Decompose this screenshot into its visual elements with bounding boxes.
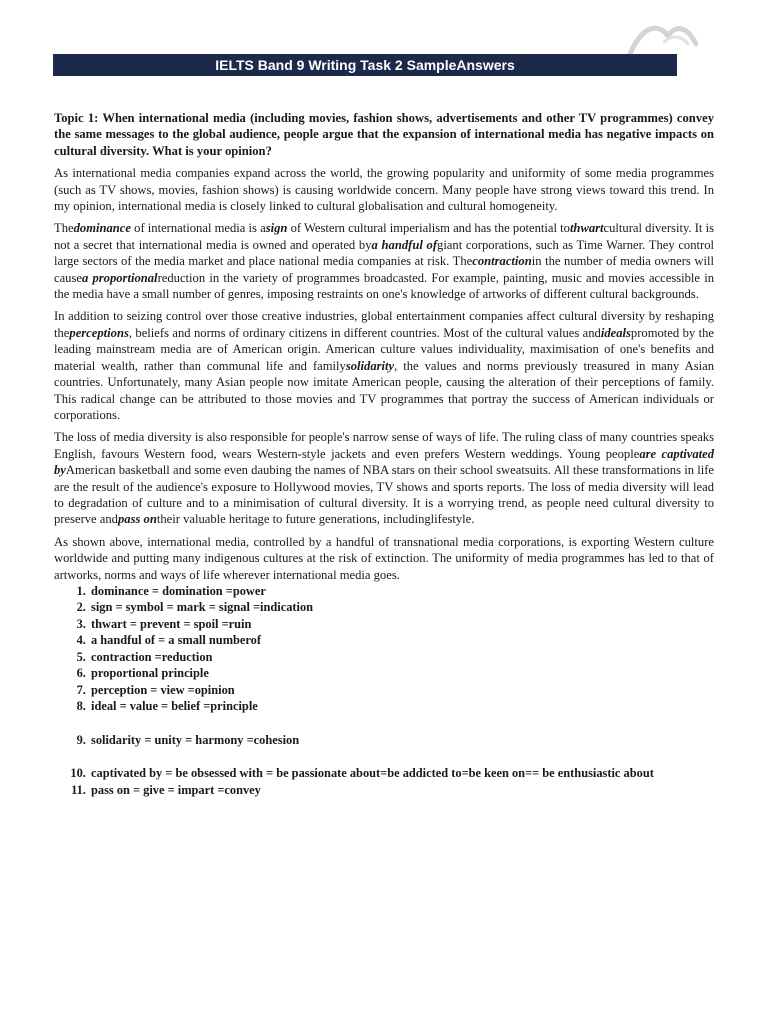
paragraph-intro: As international media companies expand across the world, the growing popularity and uniformity of some media programmes (such as TV shows, movies, fashion shows) is causing worldwide concern. Many people have strong views toward this trend. In my opinion, international media is closely linked to cultural globalisation and cultural homogeneity. [54,166,714,214]
keyword-proportional: a proportional [81,270,158,285]
vocab-item: 3. thwart = prevent = spoil =ruin [89,616,714,633]
vocab-item: 7. perception = view =opinion [89,682,714,699]
vocab-item: 1. dominance = domination =power [89,583,714,600]
vocab-item: 9. solidarity = unity = harmony =cohesion [89,732,714,749]
document-title: IELTS Band 9 Writing Task 2 SampleAnswers [215,57,515,73]
keyword-captivated: are captivated by [54,446,714,478]
keyword-solidarity: solidarity [345,358,395,373]
document-body [54,110,714,798]
paragraph-perceptions: In addition to seizing control over those creative industries, global entertainment companies affect cultural diversity by reshaping theperceptions, beliefs and norms of ordinary citizens in different countries. Most of the cultural values andidealspromoted by the leading mainstream media are of American origin. American culture values individuality, maximisation of one's benefits and material wealth, rather than communal life and familysolidarity, the values and norms previously treasured in many Asian countries. Unfortunately, many Asian people now imitate American people, causing the alteration of their perceptions of family. This radical change can be attributed to those movies and TV programmes that portray the success of American individuals or corporations. [54,309,714,422]
vocab-item: 11. pass on = give = impart =convey [89,782,714,799]
vocab-item: 2. sign = symbol = mark = signal =indication [89,599,714,616]
vocab-item: 8. ideal = value = belief =principle [89,698,714,715]
paragraph-media-diversity: The loss of media diversity is also responsible for people's narrow sense of ways of life. The ruling class of many countries speaks English, favours Western food, wears Western-style jackets and even prefers Western weddings. Young peopleare captivated byAmerican basketball and some even daubing the names of NBA stars on their school sweatsuits. All these transformations in life are the result of the audience's exposure to Hollywood movies, TV shows and sports reports. The loss of media diversity will lead to degradation of culture and to a minimisation of cultural diversity. It is a worrying trend, as people need cultural diversity to preserve andpass ontheir valuable heritage to future generations, includinglifestyle. [54,430,714,527]
keyword-thwart: thwart [569,221,604,236]
document-title-bar [53,54,677,76]
paragraph-conclusion: As shown above, international media, controlled by a handful of transnational media corporations, is exporting Western culture worldwide and putting many indigenous cultures at the risk of extinction. The uniformity of media programmes has led to that of artworks, norms and ways of life wherever international media goes. [54,534,714,582]
keyword-sign: sign [265,221,288,236]
topic-question: Topic 1: When international media (including movies, fashion shows, advertisements and other TV programmes) convey the same messages to the global audience, people argue that the expansion of international media has negative impacts on cultural diversity. What is your opinion? [54,111,714,158]
vocabulary-list [54,583,714,799]
paragraph-dominance: Thedominance of international media is asign of Western cultural imperialism and has the potential tothwartcultural diversity. It is not a secret that international media is owned and operated bya handful ofgiant corporations, such as Time Warner. They control large sectors of the media market and place national media companies at risk. Thecontractionin the number of media owners will causea proportionalreduction in the variety of programmes broadcasted. For example, painting, music and movies accessible in the media have a small number of genres, imposing restraints on one's knowledge of artworks of different cultural backgrounds. [54,221,715,302]
keyword-contraction: contraction [472,254,532,269]
keyword-perceptions: perceptions [69,325,129,340]
keyword-dominance: dominance [73,221,131,236]
keyword-handful: a handful of [371,237,438,252]
vocab-item: 6. proportional principle [89,665,714,682]
keyword-ideals: ideals [600,325,631,340]
brand-logo-icon [628,22,698,56]
vocab-item: 5. contraction =reduction [89,649,714,666]
vocab-item: 10. captivated by = be obsessed with = be passionate about=be addicted to=be keen on== be enthusiastic about [89,765,714,782]
vocab-item: 4. a handful of = a small numberof [89,632,714,649]
keyword-pass-on: pass on [117,512,157,527]
